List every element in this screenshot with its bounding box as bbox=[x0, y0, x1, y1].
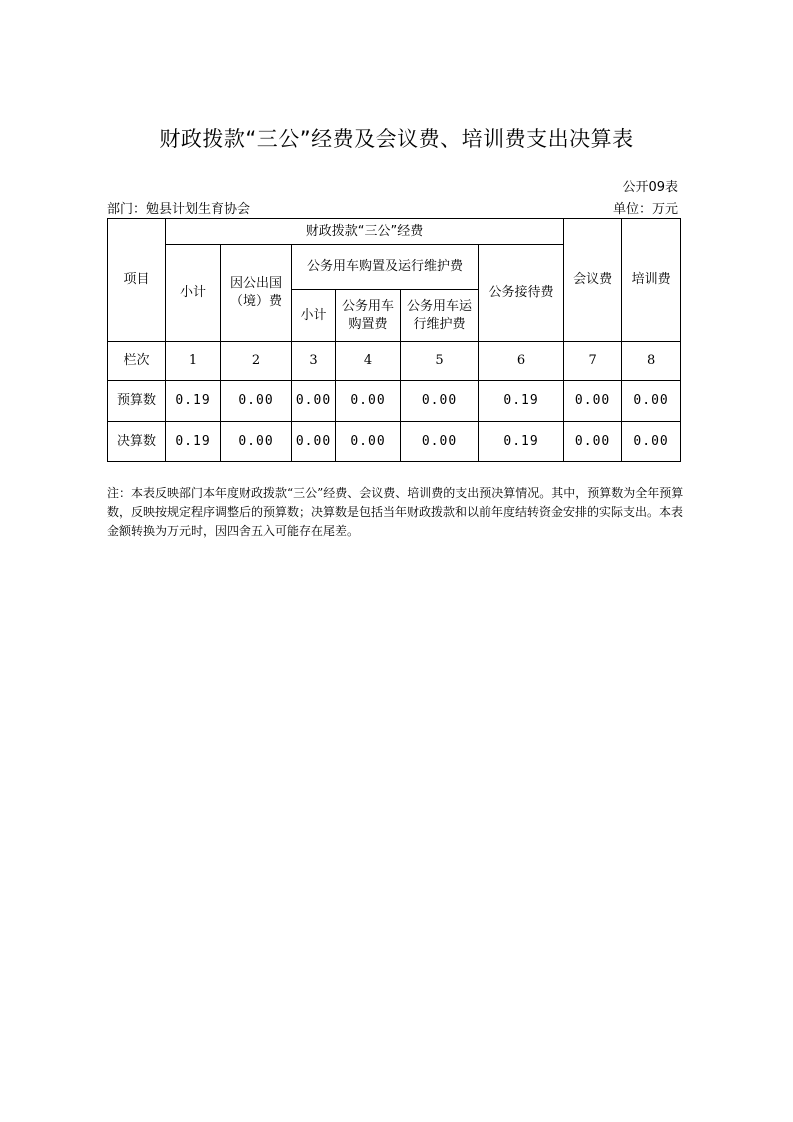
header-abroad-fee bbox=[221, 245, 292, 342]
table-cell: 0.00 bbox=[221, 381, 292, 422]
table-cell: 0.00 bbox=[622, 381, 681, 422]
header-vehicle-purchase-line2: 购置费 bbox=[348, 316, 388, 332]
header-training-fee: 培训费 bbox=[622, 219, 681, 342]
column-row-label: 栏次 bbox=[108, 342, 166, 381]
department-label: 部门：勉县计划生育协会 bbox=[107, 202, 251, 217]
header-subtotal: 小计 bbox=[166, 245, 221, 342]
header-vehicle-operation-line2: 行维护费 bbox=[413, 316, 466, 332]
table-cell: 0.00 bbox=[292, 422, 336, 462]
page-title: 财政拨款“三公”经费及会议费、培训费支出决算表 bbox=[159, 127, 634, 151]
header-vehicle-subtotal: 小计 bbox=[292, 290, 336, 342]
expenditure-table bbox=[107, 218, 681, 462]
header-abroad-line1: 因公出国 bbox=[229, 276, 282, 291]
table-cell: 0.19 bbox=[479, 381, 564, 422]
column-number: 7 bbox=[564, 342, 622, 381]
table-cell: 0.00 bbox=[401, 381, 479, 422]
column-number: 1 bbox=[166, 342, 221, 381]
column-number: 3 bbox=[292, 342, 336, 381]
table-cell: 0.19 bbox=[479, 422, 564, 462]
header-vehicle-purchase bbox=[336, 290, 401, 342]
header-vehicle-purchase-line1: 公务用车 bbox=[341, 298, 394, 314]
row-label-budget: 预算数 bbox=[108, 381, 166, 422]
table-cell: 0.00 bbox=[336, 422, 401, 462]
table-cell: 0.00 bbox=[221, 422, 292, 462]
table-cell: 0.19 bbox=[166, 422, 221, 462]
header-reception-fee: 公务接待费 bbox=[479, 245, 564, 342]
header-item: 项目 bbox=[108, 219, 166, 342]
header-vehicle-group: 公务用车购置及运行维护费 bbox=[292, 245, 479, 290]
header-vehicle-operation bbox=[401, 290, 479, 342]
header-vehicle-operation-line1: 公务用车运 bbox=[406, 298, 472, 314]
table-cell: 0.00 bbox=[292, 381, 336, 422]
form-number: 公开09表 bbox=[622, 180, 678, 195]
column-number: 5 bbox=[401, 342, 479, 381]
table-cell: 0.00 bbox=[564, 422, 622, 462]
table-cell: 0.00 bbox=[564, 381, 622, 422]
table-cell: 0.00 bbox=[336, 381, 401, 422]
column-number: 6 bbox=[479, 342, 564, 381]
column-number-row bbox=[108, 342, 681, 381]
header-abroad-line2: （境）费 bbox=[229, 294, 282, 309]
table-cell: 0.00 bbox=[401, 422, 479, 462]
column-number: 2 bbox=[221, 342, 292, 381]
table-cell: 0.19 bbox=[166, 381, 221, 422]
row-label-final: 决算数 bbox=[108, 422, 166, 462]
header-meeting-fee: 会议费 bbox=[564, 219, 622, 342]
unit-label: 单位：万元 bbox=[612, 202, 678, 217]
footnote: 注：本表反映部门本年度财政拨款“三公”经费、会议费、培训费的支出预决算情况。其中，预算数为全年预算数，反映按规定程序调整后的预算数；决算数是包括当年财政拨款和以前年度结转资金安排的实际支出。本表金额转换为万元时，因四舍五入可能存在尾差。 bbox=[107, 486, 684, 538]
table-row bbox=[108, 381, 681, 422]
header-three-public-funds: 财政拨款“三公”经费 bbox=[166, 219, 564, 245]
column-number: 4 bbox=[336, 342, 401, 381]
table-row bbox=[108, 422, 681, 462]
column-number: 8 bbox=[622, 342, 681, 381]
table-cell: 0.00 bbox=[622, 422, 681, 462]
